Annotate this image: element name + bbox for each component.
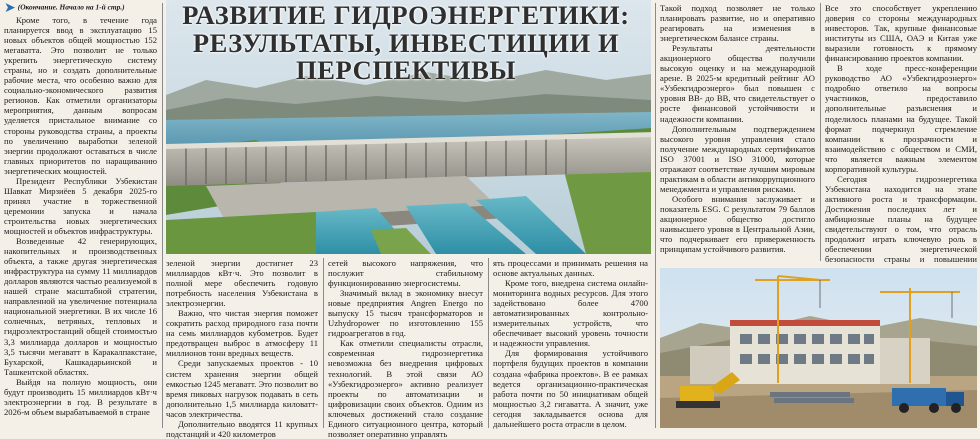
paragraph: Выйдя на полную мощность, они будут производить 15 миллиардов кВт·ч электроэнергии в год. В результате в 2026-м объем вырабатываемой в стране xyxy=(4,376,157,417)
column-divider xyxy=(488,258,489,428)
continued-note: ➤ (Окончание. Начало на 1-й стр.) xyxy=(4,0,125,16)
column-divider xyxy=(162,3,163,428)
article-column-1 xyxy=(4,0,157,428)
paragraph: Президент Республики Узбекистан Шавкат Мирзиёев 5 декабря 2025-го принял участие в торжественной церемонии запуска и начала строительства новых энергетических мощностей и объектов инфраструктуры. xyxy=(4,175,157,236)
article-column-5 xyxy=(825,3,977,265)
column-divider xyxy=(655,3,656,428)
paragraph: Особого внимания заслуживает и показатель ESG. С результатом 79 баллов акционерное общество достигло наивысшего уровня в Центральной Азии, что подчеркивает его приверженность принципам устойчивого развития. xyxy=(660,193,815,255)
paragraph: Дополнительным подтверждением высокого уровня управления стало получение международных сертификатов ISO 37001 и ISO 31000, которые отражают соответствие лучшим мировым практикам в области антикоррупционного менеджмента и управления рисками. xyxy=(660,123,815,194)
paragraph: Для формирования устойчивого портфеля будущих проектов в компании создана «фабрика проектов». В ее рамках ведется организационно-практическая работа почти по 50 инициативам общей мощностью 3,2 гигаватта. А значит, уже сегодня закладывается основа для дальнейшего роста отрасли в целом. xyxy=(493,348,648,429)
paragraph: Кроме того, в течение года планируется ввод в эксплуатацию 15 новых объектов общей мощностью 152 мегаватта. Это позволит не только укрепить энергетическую систему страны, но и создать дополнительные рабочие места, что особенно важно для социально-экономического развития регионов. Как отметили организаторы мероприятия, данным вопросам уделяется пристальное внимание со стороны руководства страны, а проекты по увеличению выработки зеленой энергии продолжают оставаться в числе главных приоритетов по наращиванию энергетических мощностей. xyxy=(4,15,157,176)
article-column-2 xyxy=(166,258,318,439)
paragraph: Дополнительно вводятся 11 крупных подстанций и 420 километров xyxy=(166,418,318,439)
paragraph: В ходе пресс-конференции руководство АО «Узбекгидроэнерго» подробно ответило на вопросы участников, предоставило дополнительные разъяснения и поделилось планами на будущее. Такой формат подчеркнул стремление компании к прозрачности и взаимодействию с обществом и СМИ, что является важным элементом корпоративной культуры. xyxy=(825,63,977,174)
article-column-4-bottom xyxy=(493,258,648,428)
continuation-arrow-icon: ➤ xyxy=(4,0,16,16)
column-divider xyxy=(323,258,324,428)
paragraph: Возведенные 42 генерирующих, накопительных и производственных объекта, а также другая энергетическая инфраструктура на сумму 11 миллиардов долларов являются частью реализуемой в нашей стране масштабной стратегии, направленной на увеличение потенциала национальной энергетики. В их числе 16 солнечных, ветряных, тепловых и гидроэлектростанций общей стоимостью 3,3 миллиарда долларов и мощностью 3,5 тысячи мегаватт в Каракалпакстане, Бухарской, Кашкадарьинской и Ташкентской областях. xyxy=(4,236,157,377)
article-column-3 xyxy=(328,258,483,439)
construction-photo xyxy=(660,268,977,428)
paragraph: ять процессами и принимать решения на основе актуальных данных. xyxy=(493,258,648,279)
article-column-4-top xyxy=(660,3,815,265)
paragraph: Значимый вклад в экономику внесут новые предприятия Angren Energo по выпуску 15 тысяч трансформаторов и Uzhydropower по изготовлению 155 гидроагрегатов в год. xyxy=(328,288,483,339)
article-headline: РАЗВИТИЕ ГИДРОЭНЕРГЕТИКИ: РЕЗУЛЬТАТЫ, ИНВЕСТИЦИИ И ПЕРСПЕКТИВЫ xyxy=(182,0,630,85)
paragraph: Важно, что чистая энергия поможет сократить расход природного газа почти на семь миллиардов кубометров. Будет предотвращен выброс в атмосферу 11 миллионов тонн вредных веществ. xyxy=(166,308,318,359)
column-divider xyxy=(820,3,821,261)
paragraph: зеленой энергии достигнет 23 миллиардов кВт·ч. Это позволит в полной мере обеспечить годовую потребность населения Узбекистана в электроэнергии. xyxy=(166,258,318,309)
paragraph: Сегодня гидроэнергетика Узбекистана находится на этапе активного роста и трансформации. Достижения последних лет и амбициозные планы на будущее свидетельствуют о том, что отрасль продолжит играть ключевую роль в обеспечении энергетической безопасности страны и повышении xyxy=(825,173,977,265)
paragraph: Результаты деятельности акционерного общества получили высокую оценку и на международной арене. В 2025-м кредитный рейтинг АО «Узбекгидроэнерго» был повышен с уровня BB- до BB, что свидетельствует о росте финансовой устойчивости и надежности компании. xyxy=(660,43,815,124)
paragraph: Среди запускаемых проектов - 10 систем хранения энергии общей емкостью 1245 мегаватт. Это позволит во время пиковых нагрузок подавать в сеть дополнительно 1,5 миллиарда киловатт-часов электричества. xyxy=(166,358,318,419)
paragraph: Такой подход позволяет не только планировать развитие, но и оперативно реагировать на изменения в энергетическом балансе страны. xyxy=(660,3,815,44)
paragraph: Все это способствует укреплению доверия со стороны международных инвесторов. Так, крупные финансовые институты из США, ОАЭ и Китая уже выразили готовность к прямому финансированию проектов компании. xyxy=(825,3,977,64)
paragraph: Кроме того, внедрена система онлайн-мониторинга водных ресурсов. Для этого задействовано более 4700 автоматизированных контрольно-измерительных устройств, что обеспечивает высокий уровень точности и надежности управления. xyxy=(493,278,648,349)
paragraph: Как отметили специалисты отрасли, современная гидроэнергетика невозможна без внедрения цифровых технологий. В этой связи АО «Узбекгидроэнерго» активно реализует проекты по автоматизации и цифровизации своих объектов. Одним из ключевых достижений стало создание Единого ситуационного центра, который позволяет оперативно управлять xyxy=(328,338,483,439)
paragraph: сетей высокого напряжения, что послужит стабильному функционированию энергосистемы. xyxy=(328,258,483,289)
